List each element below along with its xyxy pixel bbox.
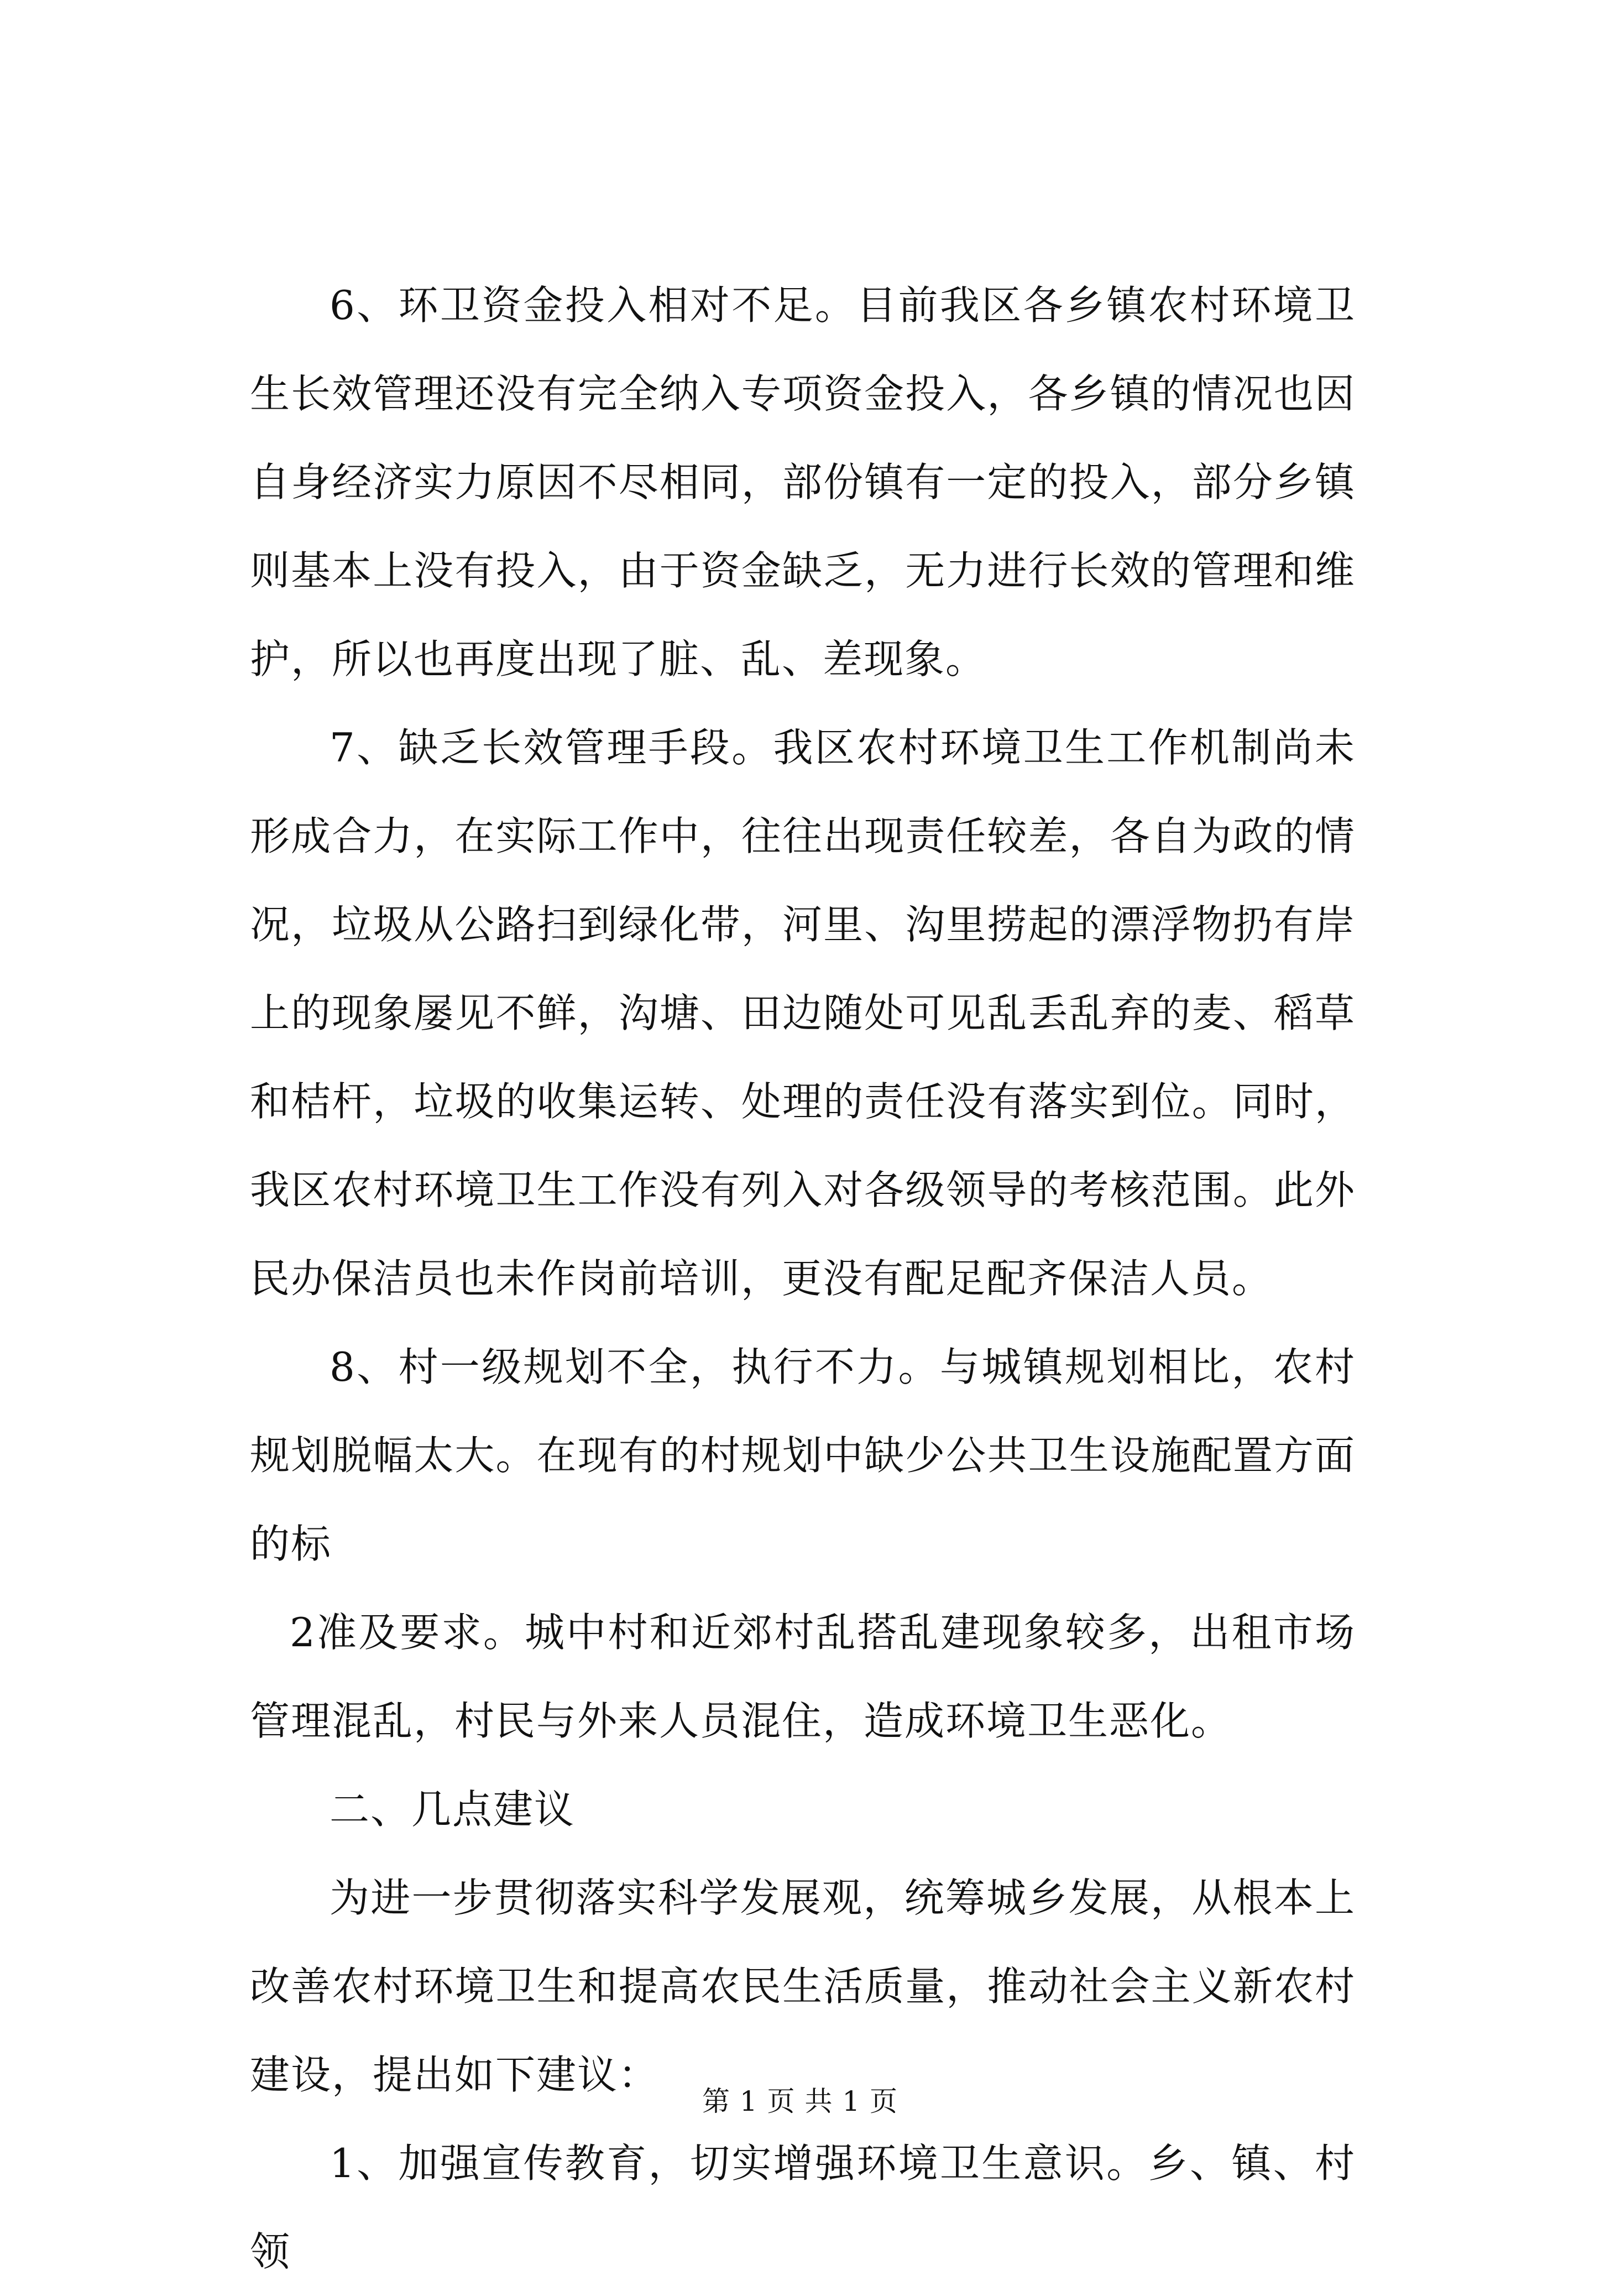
paragraph-6-funding: 6、环卫资金投入相对不足。目前我区各乡镇农村环境卫生长效管理还没有完全纳入专项资金投入，各乡镇的情况也因自身经济实力原因不尽相同，部份镇有一定的投入，部分乡镇则基本上没有投入，由于资金缺乏，无力进行长效的管理和维护，所以也再度出现了脏、乱、差现象。 <box>250 282 1356 682</box>
paragraph-suggestion-1: 1、加强宣传教育，切实增强环境卫生意识。乡、镇、村领 <box>250 2140 1356 2275</box>
paragraph-suggestions-intro: 为进一步贯彻落实科学发展观，统筹城乡发展，从根本上改善农村环境卫生和提高农民生活质量，推动社会主义新农村建设，提出如下建议： <box>250 1875 1356 2098</box>
document-body <box>250 261 1356 2296</box>
page-footer: 第 1 页 共 1 页 <box>702 2085 898 2117</box>
paragraph-8-planning: 8、村一级规划不全，执行不力。与城镇规划相比，农村规划脱幅太大。在现有的村规划中缺少公共卫生设施配置方面的标 <box>250 1344 1356 1567</box>
section-heading-suggestions: 二、几点建议 <box>330 1786 576 1833</box>
paragraph-7-management: 7、缺乏长效管理手段。我区农村环境卫生工作机制尚未形成合力，在实际工作中，往往出现责任较差，各自为政的情况，垃圾从公路扫到绿化带，河里、沟里捞起的漂浮物扔有岸上的现象屡见不鲜，沟塘、田边随处可见乱丢乱弃的麦、稻草和桔杆，垃圾的收集运转、处理的责任没有落实到位。同时，我区农村环境卫生工作没有列入对各级领导的考核范围。此外民办保洁员也未作岗前培训，更没有配足配齐保洁人员。 <box>250 724 1356 1302</box>
paragraph-8-continued: 2准及要求。城中村和近郊村乱搭乱建现象较多，出租市场管理混乱，村民与外来人员混住，造成环境卫生恶化。 <box>250 1609 1356 1744</box>
